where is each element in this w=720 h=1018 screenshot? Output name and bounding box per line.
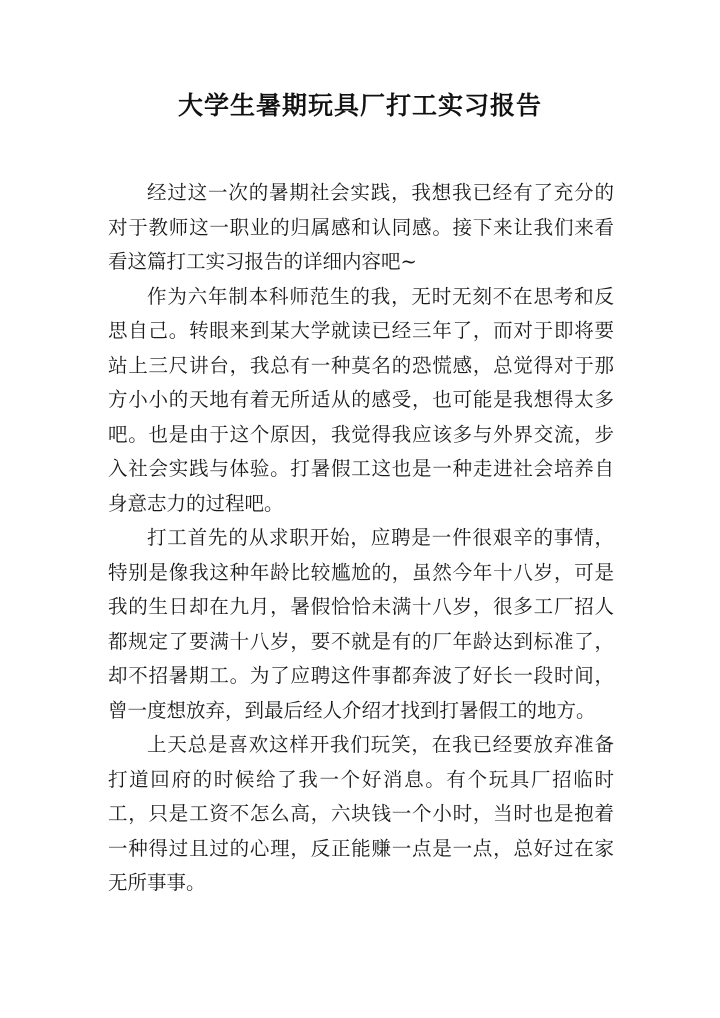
document-title: 大学生暑期玩具厂打工实习报告 <box>177 91 542 120</box>
paragraph: 上天总是喜欢这样开我们玩笑，在我已经要放弃准备打道回府的时候给了我一个好消息。有个玩具厂招临时工，只是工资不怎么高，六块钱一个小时，当时也是抱着一种得过且过的心理，反正能赚一点是一点，总好过在家无所事事。 <box>108 733 614 894</box>
paragraph: 打工首先的从求职开始，应聘是一件很艰辛的事情，特别是像我这种年龄比较尴尬的，虽然今年十八岁，可是我的生日却在九月，暑假恰恰未满十八岁，很多工厂招人都规定了要满十八岁，要不就是有的厂年龄达到标准了，却不招暑期工。为了应聘这件事都奔波了好长一段时间，曾一度想放弃，到最后经人介绍才找到打暑假工的地方。 <box>108 526 614 722</box>
document-body <box>108 176 614 901</box>
paragraph: 作为六年制本科师范生的我，无时无刻不在思考和反思自己。转眼来到某大学就读已经三年了，而对于即将要站上三尺讲台，我总有一种莫名的恐慌感，总觉得对于那方小小的天地有着无所适从的感受，也可能是我想得太多吧。也是由于这个原因，我觉得我应该多与外界交流，步入社会实践与体验。打暑假工这也是一种走进社会培养自身意志力的过程吧。 <box>108 284 614 515</box>
paragraph: 经过这一次的暑期社会实践，我想我已经有了充分的对于教师这一职业的归属感和认同感。接下来让我们来看看这篇打工实习报告的详细内容吧~ <box>108 181 614 273</box>
